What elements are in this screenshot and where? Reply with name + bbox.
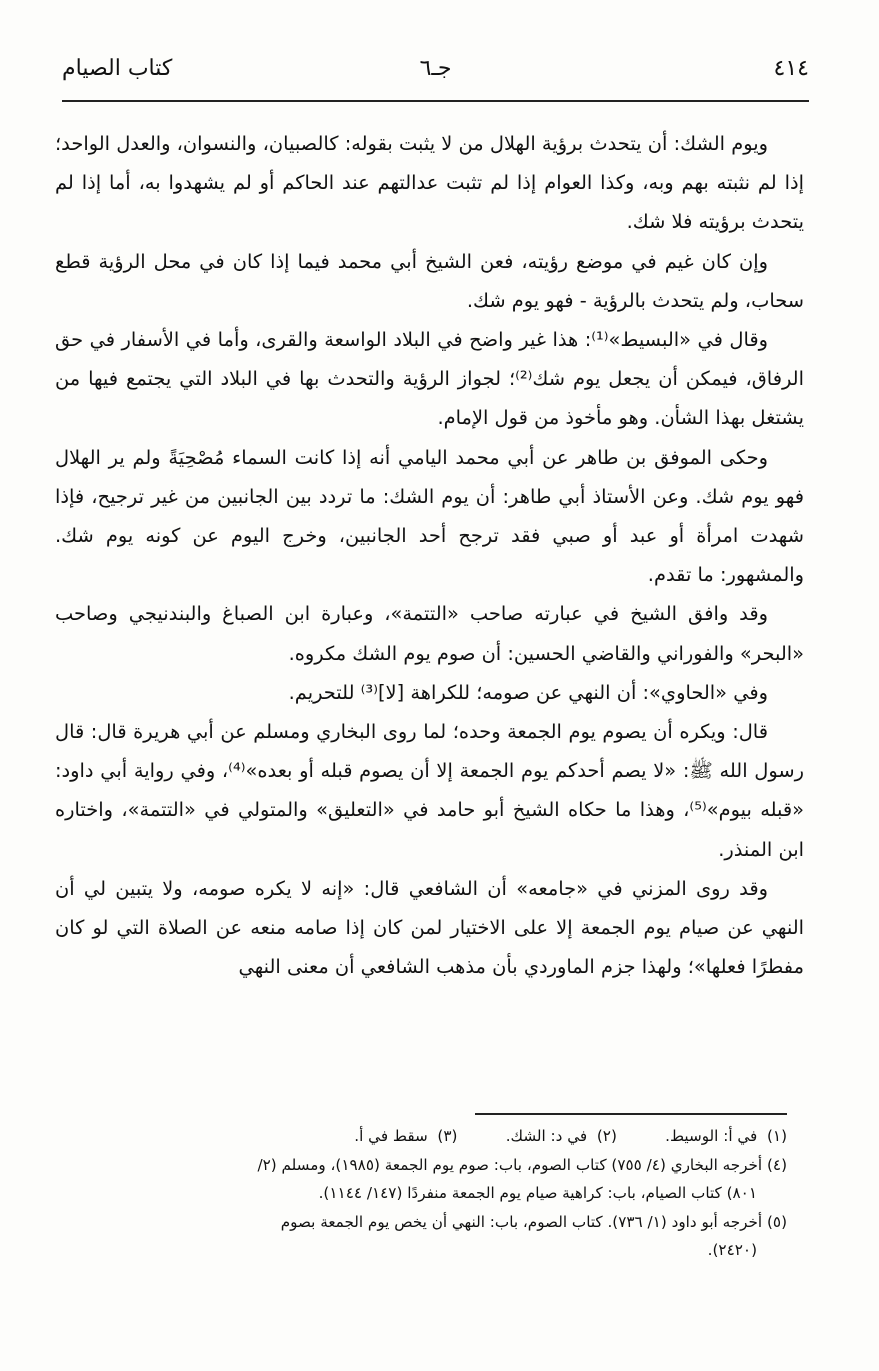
paragraph: وقد روى المزني في «جامعه» أن الشافعي قال: «إنه لا يكره صومه، ولا يتبين لي أن النهي عن صيام يوم الجمعة إلا على الاختيار لمن كان إذا صامه منعه عن الصلاة التي لو كان مفطرًا فعلها»؛ ولهذا جزم الماوردي بأن مذهب الشافعي أن معنى النهي bbox=[55, 876, 804, 979]
paragraph: وقد وافق الشيخ في عبارته صاحب «التتمة»، وعبارة ابن الصباغ والبندنيجي وصاحب «البحر» والفوراني والقاضي الحسين: أن صوم يوم الشك مكروه. bbox=[55, 602, 804, 665]
paragraph: وحكى الموفق بن طاهر عن أبي محمد اليامي أنه إذا كانت السماء مُصْحِيَةً ولم ير الهلال فهو يوم شك. وعن الأستاذ أبي طاهر: أن يوم الشك: ما تردد بين الجانبين من غير ترجيح، فإذا شهدت امرأة أو عبد أو صبي فقد ترجح أحد الجانبين، وخرج اليوم عن كونه يوم شك. والمشهور: ما تقدم. bbox=[55, 445, 804, 587]
footnote-divider bbox=[475, 1113, 787, 1115]
page-header bbox=[62, 56, 809, 96]
main-text bbox=[55, 124, 804, 986]
paragraph: وقال في «البسيط»⁽¹⁾: هذا غير واضح في البلاد الواسعة والقرى، وأما في الأسفار في حق الرفاق، فيمكن أن يجعل يوم شك⁽²⁾؛ لجواز الرؤية والتحدث بها في البلاد التي يجتمع فيها من يشتغل بهذا الشأن. وهو مأخوذ من قول الإمام. bbox=[55, 328, 804, 430]
page-number: ٤١٤ bbox=[773, 56, 809, 81]
paragraph: وفي «الحاوي»: أن النهي عن صومه؛ للكراهة [لا]⁽³⁾ للتحريم. bbox=[288, 680, 768, 704]
paragraph: قال: ويكره أن يصوم يوم الجمعة وحده؛ لما روى البخاري ومسلم عن أبي هريرة قال: قال رسول الله ﷺ: «لا يصم أحدكم يوم الجمعة إلا أن يصوم قبله أو بعده»⁽⁴⁾، وفي رواية أبي داود: «قبله بيوم»⁽⁵⁾، وهذا ما حكاه الشيخ أبو حامد في «التعليق» والمتولي في «التتمة»، واختاره ابن المنذر. bbox=[55, 720, 804, 861]
footnotes bbox=[55, 1122, 787, 1265]
footnote-line: (١) في أ: الوسيط. (٢) في د: الشك. (٣) سقط في أ. bbox=[354, 1127, 787, 1145]
footnote-line: (٢٤٢٠). bbox=[707, 1241, 757, 1259]
paragraph: وإن كان غيم في موضع رؤيته، فعن الشيخ أبي محمد فيما إذا كان في محل الرؤية قطع سحاب، ولم يتحدث بالرؤية - فهو يوم شك. bbox=[55, 249, 804, 312]
footnote-line: (٥) أخرجه أبو داود (١/ ٧٣٦). كتاب الصوم، باب: النهي أن يخص يوم الجمعة بصوم bbox=[280, 1212, 787, 1231]
paragraph: ويوم الشك: أن يتحدث برؤية الهلال من لا يثبت بقوله: كالصبيان، والنسوان، والعدل الواحد؛ إذا لم نثبته بهم وبه، وكذا العوام إذا لم تثبت عدالتهم عند الحاكم أو لم يشهدوا به، أما إذا لم يتحدث برؤيته فلا شك. bbox=[55, 132, 804, 234]
footnote-line: ٨٠١) كتاب الصيام، باب: كراهية صيام يوم الجمعة منفردًا (١٤٧/ ١١٤٤). bbox=[318, 1184, 757, 1202]
volume-label: جـ٦ bbox=[419, 56, 452, 81]
header-divider bbox=[62, 100, 809, 102]
footnote-line: (٤) أخرجه البخاري (٤/ ٧٥٥) كتاب الصوم، باب: صوم يوم الجمعة (١٩٨٥)، ومسلم (٢/ bbox=[257, 1155, 787, 1174]
running-title: كتاب الصيام bbox=[62, 56, 173, 81]
